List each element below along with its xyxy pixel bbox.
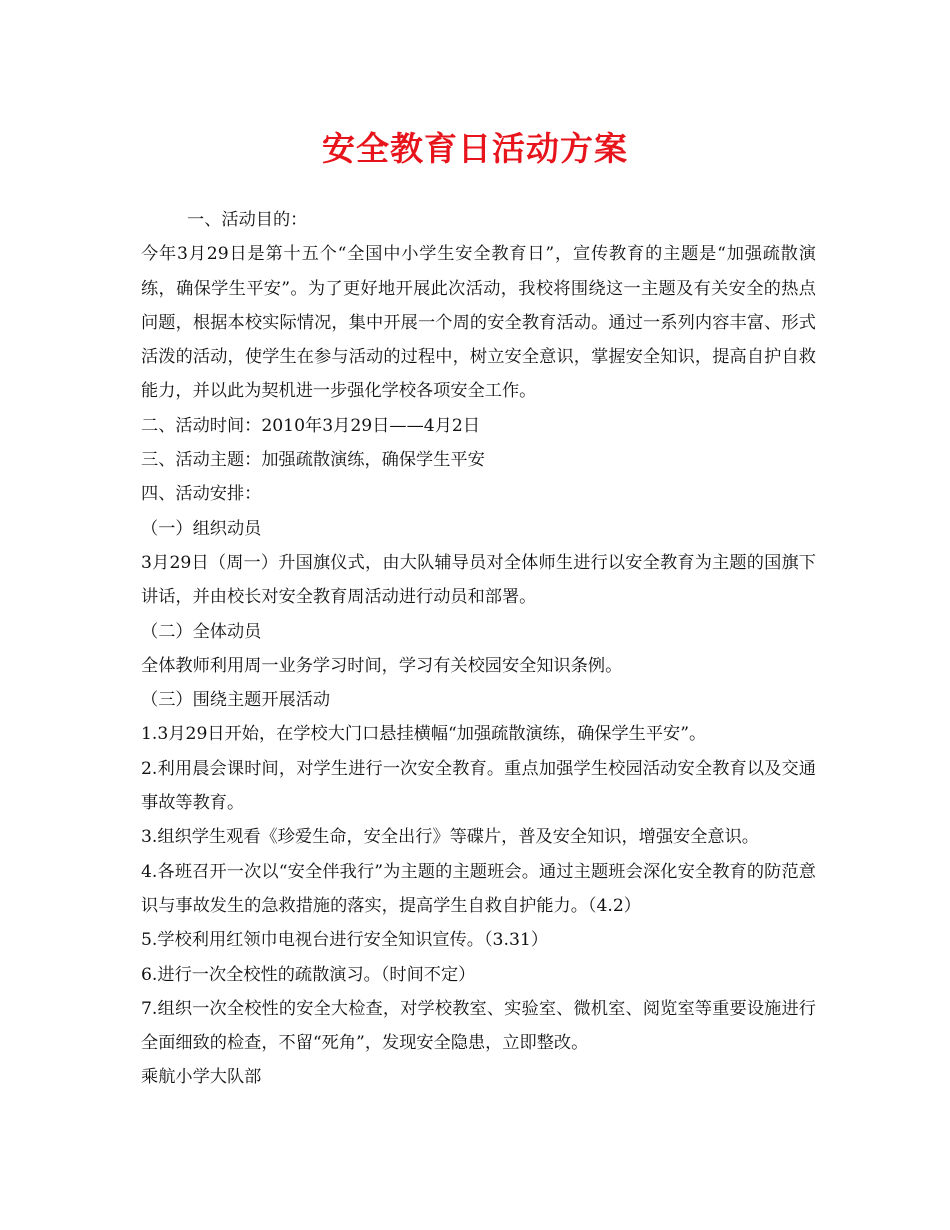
section-time: 二、活动时间：2010年3月29日——4月2日 (141, 415, 481, 436)
list-item: 5.学校利用红领巾电视台进行安全知识宣传。（3.31） (141, 930, 549, 951)
list-item: 2.利用晨会课时间，对学生进行一次安全教育。重点加强学生校园活动安全教育以及交通事故等教育。 (141, 758, 816, 814)
paragraph-all-staff: 全体教师利用周一业务学习时间，学习有关校园安全知识条例。 (141, 655, 623, 676)
list-item: 1.3月29日开始，在学校大门口悬挂横幅“加强疏散演练，确保学生平安”。 (141, 724, 707, 745)
section-heading-arrangement: 四、活动安排： (141, 484, 262, 505)
signature: 乘航小学大队部 (141, 1067, 262, 1088)
subheading-organize: （一）组织动员 (141, 518, 262, 539)
subheading-all-staff: （二）全体动员 (141, 621, 262, 642)
list-item: 6.进行一次全校性的疏散演习。（时间不定） (141, 964, 476, 985)
section-heading-purpose: 一、活动目的： (187, 210, 308, 230)
list-item: 7.组织一次全校性的安全大检查，对学校教室、实验室、微机室、阅览室等重要设施进行全面细致的检查，不留“死角”，发现安全隐患，立即整改。 (141, 998, 816, 1054)
subheading-activities: （三）围绕主题开展活动 (141, 690, 331, 711)
document-body (141, 203, 816, 1095)
section-theme: 三、活动主题：加强疏散演练，确保学生平安 (141, 450, 485, 471)
list-item: 4.各班召开一次以“安全伴我行”为主题的主题班会。通过主题班会深化安全教育的防范意识与事故发生的急救措施的落实，提高学生自救自护能力。（4.2） (141, 861, 816, 916)
paragraph-purpose: 今年3月29日是第十五个“全国中小学生安全教育日”，宣传教育的主题是“加强疏散演练，确保学生平安”。为了更好地开展此次活动，我校将围绕这一主题及有关安全的热点问题，根据本校实际情况，集中开展一个周的安全教育活动。通过一系列内容丰富、形式活泼的活动，使学生在参与活动的过程中，树立安全意识，掌握安全知识，提高自护自救能力，并以此为契机进一步强化学校各项安全工作。 (141, 244, 816, 402)
document-title: 安全教育日活动方案 (322, 129, 628, 168)
paragraph-organize: 3月29日（周一）升国旗仪式，由大队辅导员对全体师生进行以安全教育为主题的国旗下讲话，并由校长对安全教育周活动进行动员和部署。 (141, 552, 816, 608)
list-item: 3.组织学生观看《珍爱生命，安全出行》等碟片，普及安全知识，增强安全意识。 (141, 827, 759, 848)
